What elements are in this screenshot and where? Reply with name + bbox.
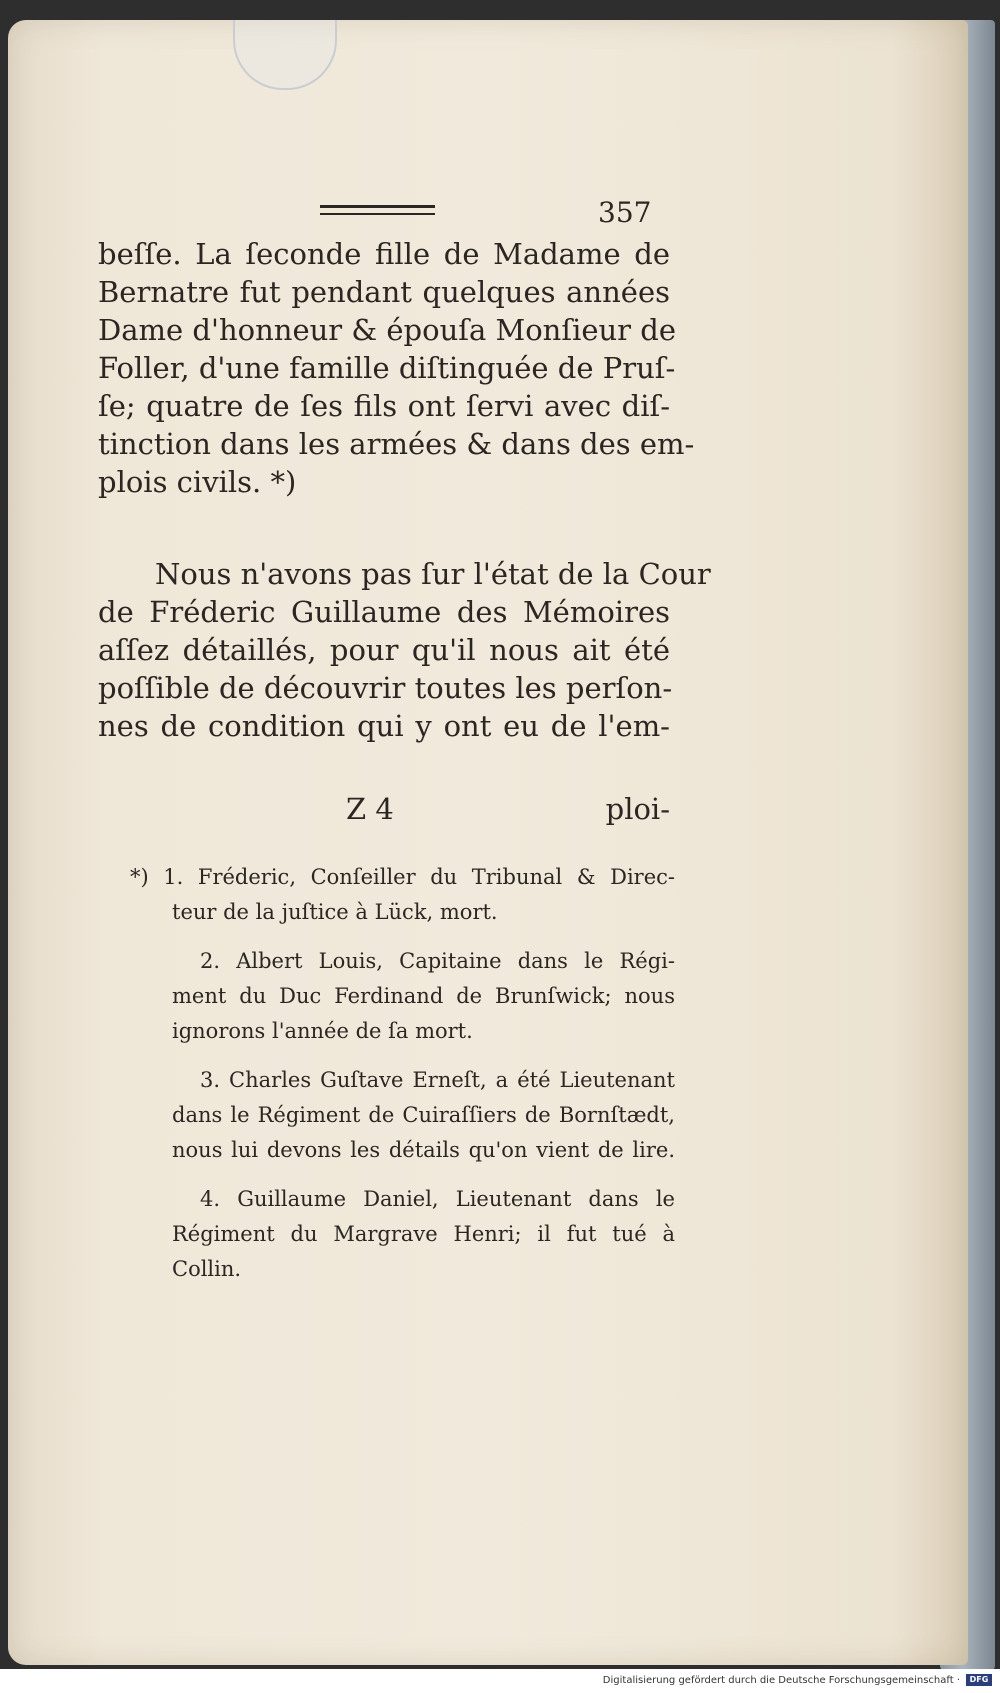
footnote-line: dans le Régiment de Cuiraſſiers de Bornſtædt, xyxy=(172,1103,675,1127)
body-line: plois civils. *) xyxy=(98,465,297,499)
body-line: tinction dans les armées & dans des em- xyxy=(98,427,695,461)
body-line: de Fréderic Guillaume des Mémoires xyxy=(98,595,670,629)
body-line: Bernatre fut pendant quelques années xyxy=(98,275,670,309)
footnote-line: ment du Duc Ferdinand de Brunſwick; nous xyxy=(172,984,675,1008)
footnote-line: 4. Guillaume Daniel, Lieutenant dans le xyxy=(200,1187,675,1211)
footnote-line: teur de la juſtice à Lück, mort. xyxy=(172,900,498,924)
catchword: ploi- xyxy=(605,792,670,826)
page-number: 357 xyxy=(598,196,652,229)
body-line: ſe; quatre de ſes fils ont ſervi avec diſ- xyxy=(98,389,670,423)
footnote-line: *) 1. Fréderic, Conſeiller du Tribunal & Direc- xyxy=(130,865,675,889)
body-line: poſſible de découvrir toutes les perſon- xyxy=(98,671,673,705)
funding-credit: Digitalisierung gefördert durch die Deutsche Forschungsgemeinschaft · xyxy=(602,1675,960,1686)
body-line: nes de condition qui y ont eu de l'em- xyxy=(98,709,670,743)
page-clip xyxy=(233,20,337,90)
footnote-line: Régiment du Margrave Henri; il fut tué à xyxy=(172,1222,675,1246)
footer-bar xyxy=(0,1669,1000,1693)
body-line: aſſez détaillés, pour qu'il nous ait été xyxy=(98,633,670,667)
signature-mark: Z 4 xyxy=(346,792,394,826)
header-rule xyxy=(320,205,435,215)
footnote-line: ignorons l'année de ſa mort. xyxy=(172,1019,473,1043)
body-line: Dame d'honneur & épouſa Monſieur de xyxy=(98,313,676,347)
body-line: Foller, d'une famille diſtinguée de Pruſ- xyxy=(98,351,676,385)
footnote-line: nous lui devons les détails qu'on vient de lire. xyxy=(172,1138,675,1162)
footnote-line: Collin. xyxy=(172,1257,242,1281)
body-line: beſſe. La ſeconde fille de Madame de xyxy=(98,237,670,271)
dfg-logo: DFG xyxy=(966,1674,992,1686)
body-line: Nous n'avons pas ſur l'état de la Cour xyxy=(155,557,711,591)
footnote-line: 3. Charles Guſtave Erneſt, a été Lieutenant xyxy=(200,1068,675,1092)
footnote-line: 2. Albert Louis, Capitaine dans le Régi- xyxy=(200,949,675,973)
